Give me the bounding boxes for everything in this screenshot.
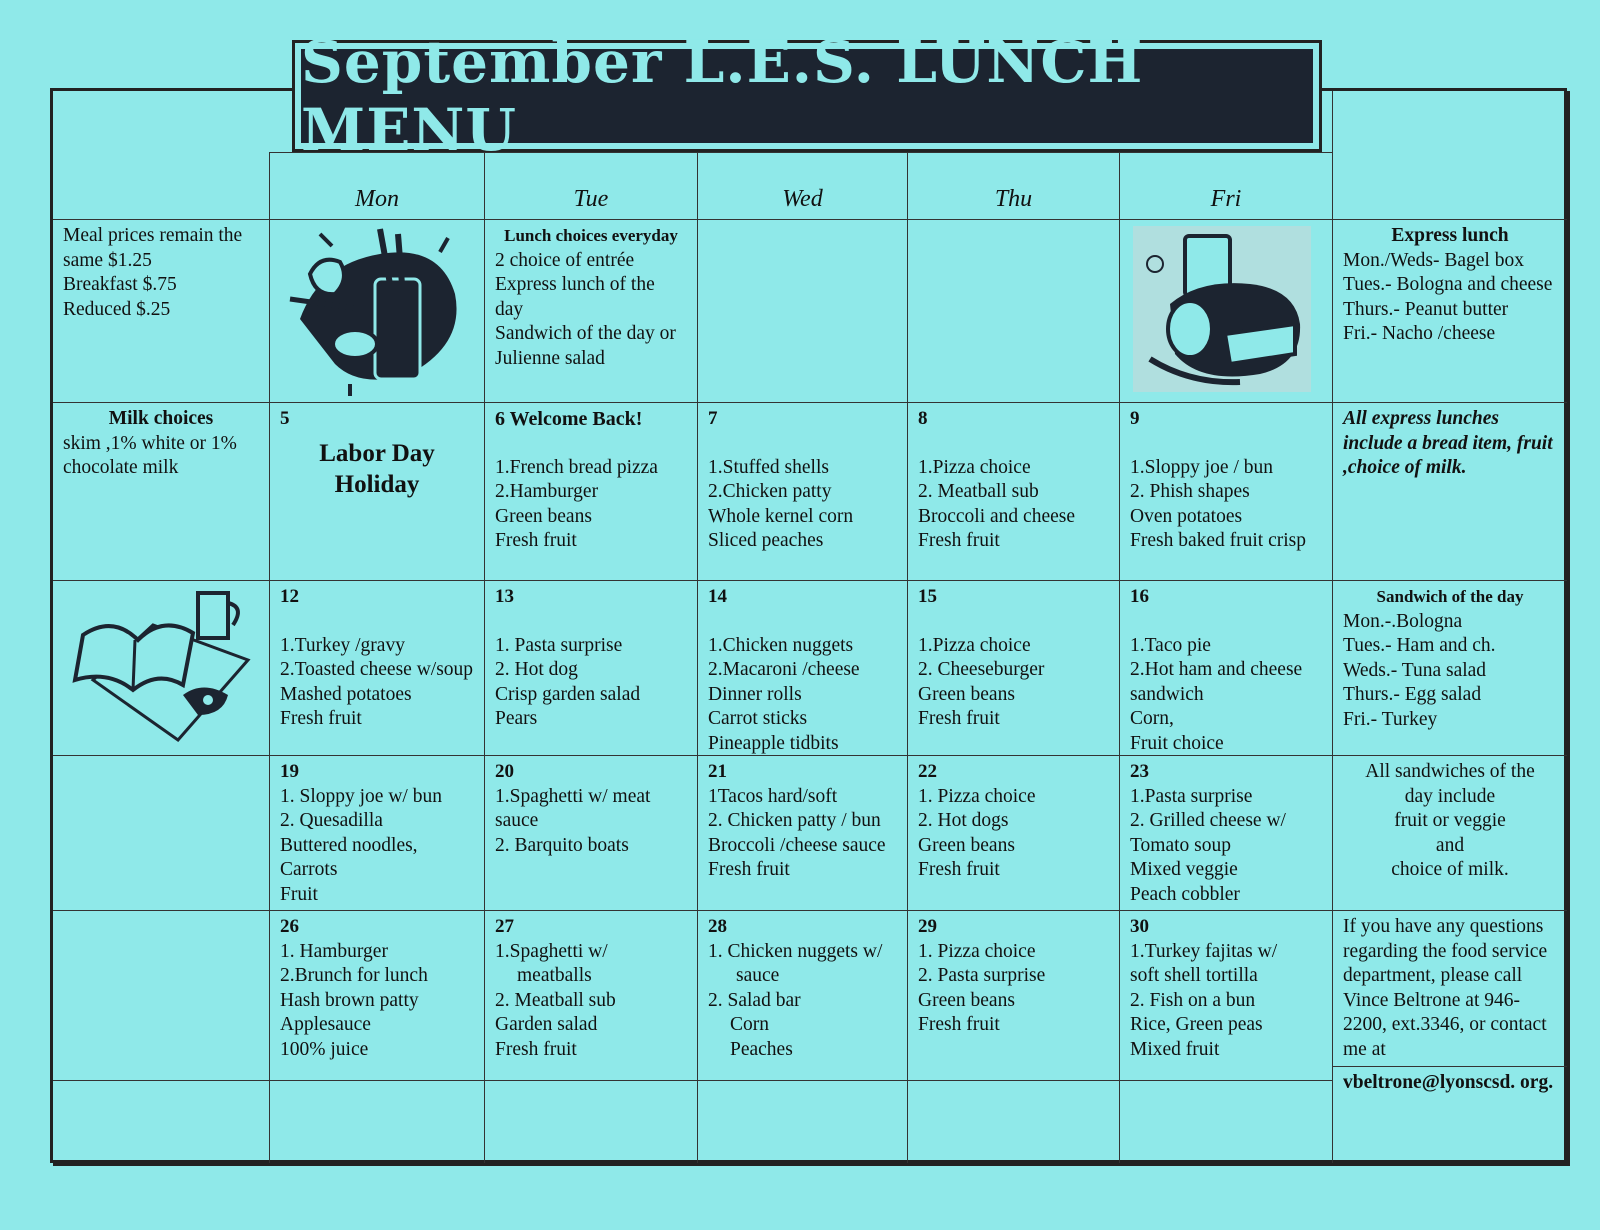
empty-cell (53, 755, 269, 910)
lunch-choice-item: Sandwich of the day or Julienne salad (495, 323, 676, 369)
day-cell-8 (907, 402, 1119, 580)
day-header-fri: Fri (1119, 152, 1332, 219)
empty-cell (907, 1080, 1119, 1163)
day-cell-27 (484, 910, 697, 1080)
menu-item: Tomato soup (1130, 834, 1232, 856)
menu-item: Fruit (280, 883, 318, 905)
menu-item: sauce (736, 965, 780, 986)
menu-item: Mixed veggie (1130, 859, 1238, 880)
menu-item: 1. Pasta surprise (495, 634, 623, 656)
day-cell-13 (484, 580, 697, 755)
day-cell-20 (484, 755, 697, 910)
menu-item: Fresh fruit (708, 859, 790, 880)
menu-spacer (495, 610, 687, 634)
menu-item: 1.Pizza choice (918, 456, 1031, 478)
menu-item: 1.Sloppy joe / bun (1130, 456, 1274, 478)
express-note: All express lunches include a bread item, fruit ,choice of milk. (1343, 408, 1553, 478)
clipart-cell-book (53, 580, 269, 755)
sandwich-note-line: All sandwiches of the (1365, 761, 1535, 782)
menu-item: Carrot sticks (708, 708, 808, 729)
menu-item: 1.Taco pie (1130, 634, 1211, 656)
menu-item: 1. Pizza choice (918, 785, 1036, 807)
day-header-tue: Tue (484, 152, 697, 219)
lunch-choices-cell (484, 219, 697, 402)
empty-cell (53, 910, 269, 1080)
menu-item: Fresh baked fruit crisp (1130, 530, 1306, 551)
menu-item: 1.Pasta surprise (1130, 785, 1253, 807)
day-number: 5 (280, 408, 290, 429)
day-cell-12 (269, 580, 484, 755)
lunch-choice-item: Express lunch of the day (495, 274, 655, 320)
menu-item: Dinner rolls (708, 683, 802, 705)
lunch-choice-item: 2 choice of entrée (495, 249, 635, 271)
menu-item: 2. Barquito boats (495, 834, 629, 856)
clipart-cell-drink (269, 219, 484, 402)
menu-item: 1.Chicken nuggets (708, 634, 854, 656)
sandwich-item: Mon.-.Bologna (1343, 610, 1463, 632)
day-number: 9 (1130, 408, 1140, 429)
menu-spacer (280, 610, 474, 634)
contact-email[interactable]: vbeltrone@lyonscsd. org. (1333, 1066, 1567, 1096)
menu-item: Broccoli and cheese (918, 505, 1076, 527)
menu-item: Fresh fruit (280, 708, 362, 729)
menu-spacer (708, 432, 897, 456)
empty-cell (697, 1080, 907, 1163)
menu-item: Fresh fruit (918, 859, 1000, 880)
menu-item: Green beans (495, 505, 592, 527)
menu-item: Green beans (918, 683, 1015, 705)
day-number: 12 (280, 586, 299, 607)
day-number: 30 (1130, 916, 1149, 937)
sandwich-note-line: fruit or veggie (1394, 810, 1506, 831)
day-cell-7 (697, 402, 907, 580)
menu-item: 1.Turkey fajitas w/ (1130, 940, 1278, 962)
day-header-mon: Mon (269, 152, 484, 219)
sandwich-item: Fri.- Turkey (1343, 708, 1438, 730)
menu-item: 1Tacos hard/soft (708, 785, 838, 807)
sandwich-item: Thurs.- Egg salad (1343, 684, 1482, 705)
day-cell-14 (697, 580, 907, 755)
day-cell-9 (1119, 402, 1332, 580)
menu-item: Peaches (730, 1038, 793, 1060)
sandwich-title: Sandwich of the day (1376, 587, 1524, 606)
menu-item: 2. Chicken patty / bun (708, 810, 881, 831)
menu-item: 2. Cheeseburger (918, 659, 1045, 680)
express-note-cell (1332, 402, 1567, 580)
menu-item: 2. Salad bar (708, 989, 801, 1011)
day-number: 16 (1130, 586, 1149, 607)
express-item: Thurs.- Peanut butter (1343, 298, 1509, 320)
menu-item: Pears (495, 708, 538, 729)
menu-item: 2. Quesadilla (280, 810, 383, 831)
breakfast-price: Breakfast $.75 (63, 274, 177, 295)
menu-item: Whole kernel corn (708, 505, 854, 527)
menu-item: Green beans (918, 989, 1015, 1011)
menu-item: Buttered noodles, (280, 834, 418, 856)
menu-item: 1.Turkey /gravy (280, 634, 405, 656)
day-number: 19 (280, 761, 299, 782)
menu-item: 1. Chicken nuggets w/ (708, 940, 883, 962)
day-number: 26 (280, 916, 299, 937)
menu-item: 2. Grilled cheese w/ (1130, 810, 1286, 831)
holiday-label: Holiday (334, 470, 420, 498)
day-cell-15 (907, 580, 1119, 755)
day-header-thu: Thu (907, 152, 1119, 219)
title-box (292, 28, 1322, 164)
day-cell-6 (484, 402, 697, 580)
day-number: 22 (918, 761, 937, 782)
menu-item: Pineapple tidbits (708, 732, 839, 754)
empty-cell (697, 219, 907, 402)
menu-item: Hash brown patty (280, 989, 419, 1011)
menu-item: Garden salad (495, 1014, 598, 1035)
contact-cell (1332, 910, 1567, 1163)
menu-item: Mashed potatoes (280, 683, 412, 705)
menu-item: 2. Hot dog (495, 659, 578, 680)
menu-item: meatballs (517, 965, 592, 986)
day-number: 29 (918, 916, 937, 937)
menu-item: Corn (730, 1014, 769, 1035)
day-header-wed: Wed (697, 152, 907, 219)
day-cell-26 (269, 910, 484, 1080)
empty-cell (907, 219, 1119, 402)
reduced-price: Reduced $.25 (63, 298, 171, 320)
menu-spacer (918, 610, 1109, 634)
contact-text: If you have any questions regarding the food service department, please call Vince Beltrone at 946-2200, ext.3346, or contact me at (1343, 916, 1548, 1060)
day-cell-16 (1119, 580, 1332, 755)
menu-item: 1.Spaghetti w/ meat sauce (495, 785, 651, 831)
menu-item: 2. Meatball sub (918, 481, 1039, 502)
menu-item: 1. Pizza choice (918, 940, 1036, 962)
day-number: 20 (495, 761, 514, 782)
menu-spacer (1130, 610, 1322, 634)
sandwich-note-line: choice of milk. (1391, 859, 1509, 880)
menu-spacer (495, 432, 687, 456)
header-blank-left (53, 91, 269, 219)
sandwich-cell (1332, 580, 1567, 755)
day-number: 15 (918, 586, 937, 607)
page-title: September L.E.S. LUNCH MENU (301, 49, 1313, 143)
express-lunch-title: Express lunch (1391, 225, 1509, 246)
menu-item: 2.Toasted cheese w/soup (280, 659, 474, 680)
menu-item: Fruit choice (1130, 732, 1224, 754)
menu-item: Applesauce (280, 1014, 371, 1035)
menu-item: 2.Hamburger (495, 481, 599, 502)
menu-item: 1.Pizza choice (918, 634, 1031, 656)
express-item: Mon./Weds- Bagel box (1343, 249, 1524, 271)
drink-clipart-icon (280, 224, 475, 399)
menu-item: Peach cobbler (1130, 883, 1240, 905)
day-number: 6 Welcome Back! (495, 408, 643, 430)
menu-item: 1.Stuffed shells (708, 456, 829, 478)
menu-item: Fresh fruit (918, 530, 1000, 551)
menu-item: Oven potatoes (1130, 505, 1243, 527)
empty-cell (1119, 1080, 1332, 1163)
day-number: 8 (918, 408, 928, 429)
menu-item: 2. Phish shapes (1130, 481, 1250, 502)
sandwich-item: Weds.- Tuna salad (1343, 659, 1487, 681)
day-cell-5 (269, 402, 484, 580)
sandwich-note-cell (1332, 755, 1567, 910)
day-cell-30 (1119, 910, 1332, 1080)
menu-item: Broccoli /cheese sauce (708, 834, 886, 856)
lunch-choices-title: Lunch choices everyday (504, 226, 678, 245)
book-clipart-icon (63, 585, 253, 750)
day-cell-21 (697, 755, 907, 910)
menu-item: 2. Pasta surprise (918, 965, 1046, 986)
day-number: 7 (708, 408, 718, 429)
menu-spacer (1130, 432, 1322, 456)
day-cell-22 (907, 755, 1119, 910)
day-number: 27 (495, 916, 514, 937)
sandwich-note-line: day include (1404, 785, 1496, 807)
empty-cell (484, 1080, 697, 1163)
menu-item: 2.Macaroni /cheese (708, 659, 860, 680)
empty-cell (53, 1080, 269, 1163)
menu-item: Green beans (918, 834, 1015, 856)
menu-item: 2.Chicken patty (708, 481, 832, 502)
menu-item: soft shell tortilla (1130, 965, 1258, 986)
express-item: Tues.- Bologna and cheese (1343, 274, 1553, 295)
menu-item: 2.Hot ham and cheese sandwich (1130, 659, 1303, 705)
menu-item: 100% juice (280, 1038, 369, 1060)
milk-choices-title: Milk choices (108, 408, 214, 429)
menu-spacer (918, 432, 1109, 456)
clipart-cell-food (1119, 219, 1332, 402)
day-number: 21 (708, 761, 727, 782)
menu-item: Fresh fruit (918, 1014, 1000, 1035)
express-item: Fri.- Nacho /cheese (1343, 323, 1496, 344)
menu-item: Crisp garden salad (495, 683, 641, 705)
menu-spacer (708, 610, 897, 634)
day-number: 28 (708, 916, 727, 937)
menu-item: 2. Meatball sub (495, 989, 616, 1011)
header-blank-right (1332, 91, 1567, 219)
menu-item: 2. Hot dogs (918, 810, 1009, 831)
day-number: 13 (495, 586, 514, 607)
sandwich-note-line: and (1435, 834, 1465, 856)
menu-item: 1.Spaghetti w/ (495, 940, 608, 962)
menu-item: Fresh fruit (495, 1038, 577, 1060)
day-number: 14 (708, 586, 727, 607)
holiday-label: Labor Day (319, 439, 435, 467)
menu-item: Rice, Green peas (1130, 1014, 1263, 1035)
day-number: 23 (1130, 761, 1149, 782)
sandwich-item: Tues.- Ham and ch. (1343, 635, 1496, 656)
menu-item: Fresh fruit (495, 530, 577, 551)
menu-item: 1.French bread pizza (495, 456, 658, 478)
prices-cell (53, 219, 269, 402)
day-cell-23 (1119, 755, 1332, 910)
menu-item: Sliced peaches (708, 530, 824, 551)
menu-item: 2. Fish on a bun (1130, 989, 1256, 1011)
day-cell-19 (269, 755, 484, 910)
day-cell-28 (697, 910, 907, 1080)
day-cell-29 (907, 910, 1119, 1080)
menu-item: Mixed fruit (1130, 1038, 1220, 1060)
milk-choices-cell (53, 402, 269, 580)
menu-item: 1. Hamburger (280, 940, 388, 962)
food-clipart-icon (1130, 224, 1315, 396)
empty-cell (269, 1080, 484, 1163)
menu-item: Fresh fruit (918, 708, 1000, 729)
milk-choices-text: skim ,1% white or 1% chocolate milk (63, 432, 237, 478)
menu-item: 2.Brunch for lunch (280, 965, 428, 986)
menu-item: Carrots (280, 859, 338, 880)
express-lunch-cell (1332, 219, 1567, 402)
menu-item: 1. Sloppy joe w/ bun (280, 785, 442, 807)
meal-price: Meal prices remain the same $1.25 (63, 225, 243, 271)
menu-item: Corn, (1130, 708, 1174, 729)
